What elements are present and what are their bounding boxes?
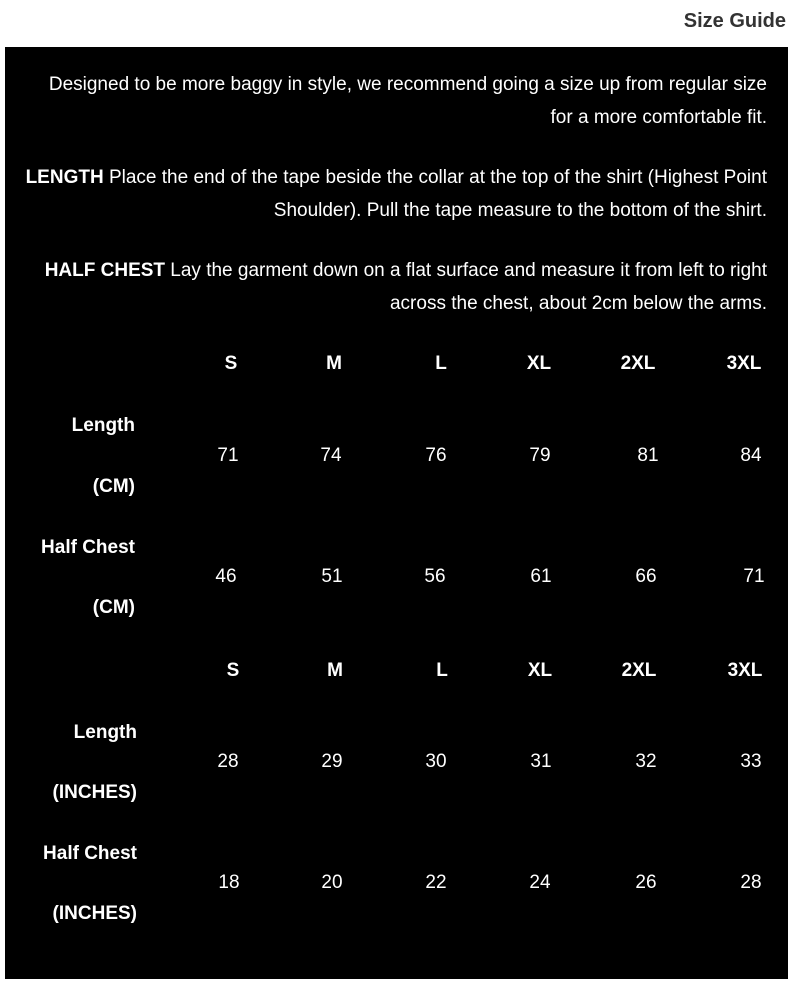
- size-header: XL: [527, 660, 553, 681]
- table-cell: 79: [529, 445, 551, 466]
- chest-instructions: [25, 254, 767, 320]
- size-header: S: [224, 353, 238, 374]
- size-header: L: [435, 353, 447, 374]
- table-cell: 31: [530, 751, 552, 772]
- table-cell: 81: [637, 445, 659, 466]
- table-cell: 26: [635, 872, 657, 893]
- table-cell: 56: [424, 566, 446, 587]
- page-header: [0, 0, 794, 46]
- table-cell: 32: [635, 751, 657, 772]
- chest-instructions-label: HALF CHEST: [44, 260, 166, 281]
- table-cell: 71: [217, 445, 239, 466]
- size-header: 3XL: [727, 660, 763, 681]
- table-cell: 22: [425, 872, 447, 893]
- table-cell: 51: [321, 566, 343, 587]
- table-cell: 46: [215, 566, 237, 587]
- table-cell: 24: [529, 872, 551, 893]
- table-cell: 33: [740, 751, 762, 772]
- table-cell: 76: [425, 445, 447, 466]
- table-cell: 66: [635, 566, 657, 587]
- size-header: M: [327, 660, 343, 681]
- table-cell: 84: [740, 445, 762, 466]
- table-cell: 30: [425, 751, 447, 772]
- table-cell: 74: [320, 445, 342, 466]
- table-cell: 20: [321, 872, 343, 893]
- table-cell: 18: [218, 872, 240, 893]
- length-instructions-label: LENGTH: [25, 167, 104, 188]
- row-label-length: Length: [71, 415, 135, 436]
- row-unit: (INCHES): [52, 782, 137, 803]
- size-header: 2XL: [620, 353, 656, 374]
- size-header: XL: [526, 353, 552, 374]
- page-title: Size Guide: [683, 10, 786, 32]
- table-cell: 28: [740, 872, 762, 893]
- row-label-half-chest: Half Chest: [43, 843, 137, 864]
- chest-instructions-text: Lay the garment down on a flat surface and measure it from left to right across the chest, about 2cm below the arms.: [165, 260, 767, 314]
- table-cell: 28: [217, 751, 239, 772]
- table-cell: 71: [743, 566, 765, 587]
- size-header: M: [326, 353, 342, 374]
- size-header: 3XL: [726, 353, 762, 374]
- size-header: 2XL: [621, 660, 657, 681]
- row-unit: (CM): [92, 597, 135, 618]
- size-guide-panel: [5, 47, 788, 979]
- row-label-length: Length: [73, 722, 137, 743]
- row-unit: (CM): [92, 476, 135, 497]
- size-header: L: [436, 660, 448, 681]
- length-instructions: [25, 161, 767, 227]
- row-unit: (INCHES): [52, 903, 137, 924]
- table-cell: 61: [530, 566, 552, 587]
- intro-paragraph: Designed to be more baggy in style, we recommend going a size up from regular size for a more comfortable fit.: [48, 74, 767, 128]
- table-cell: 29: [321, 751, 343, 772]
- length-instructions-text: Place the end of the tape beside the collar at the top of the shirt (Highest Point Shoulder). Pull the tape measure to the bottom of the shirt.: [103, 167, 767, 221]
- size-header: S: [226, 660, 240, 681]
- row-label-half-chest: Half Chest: [41, 537, 135, 558]
